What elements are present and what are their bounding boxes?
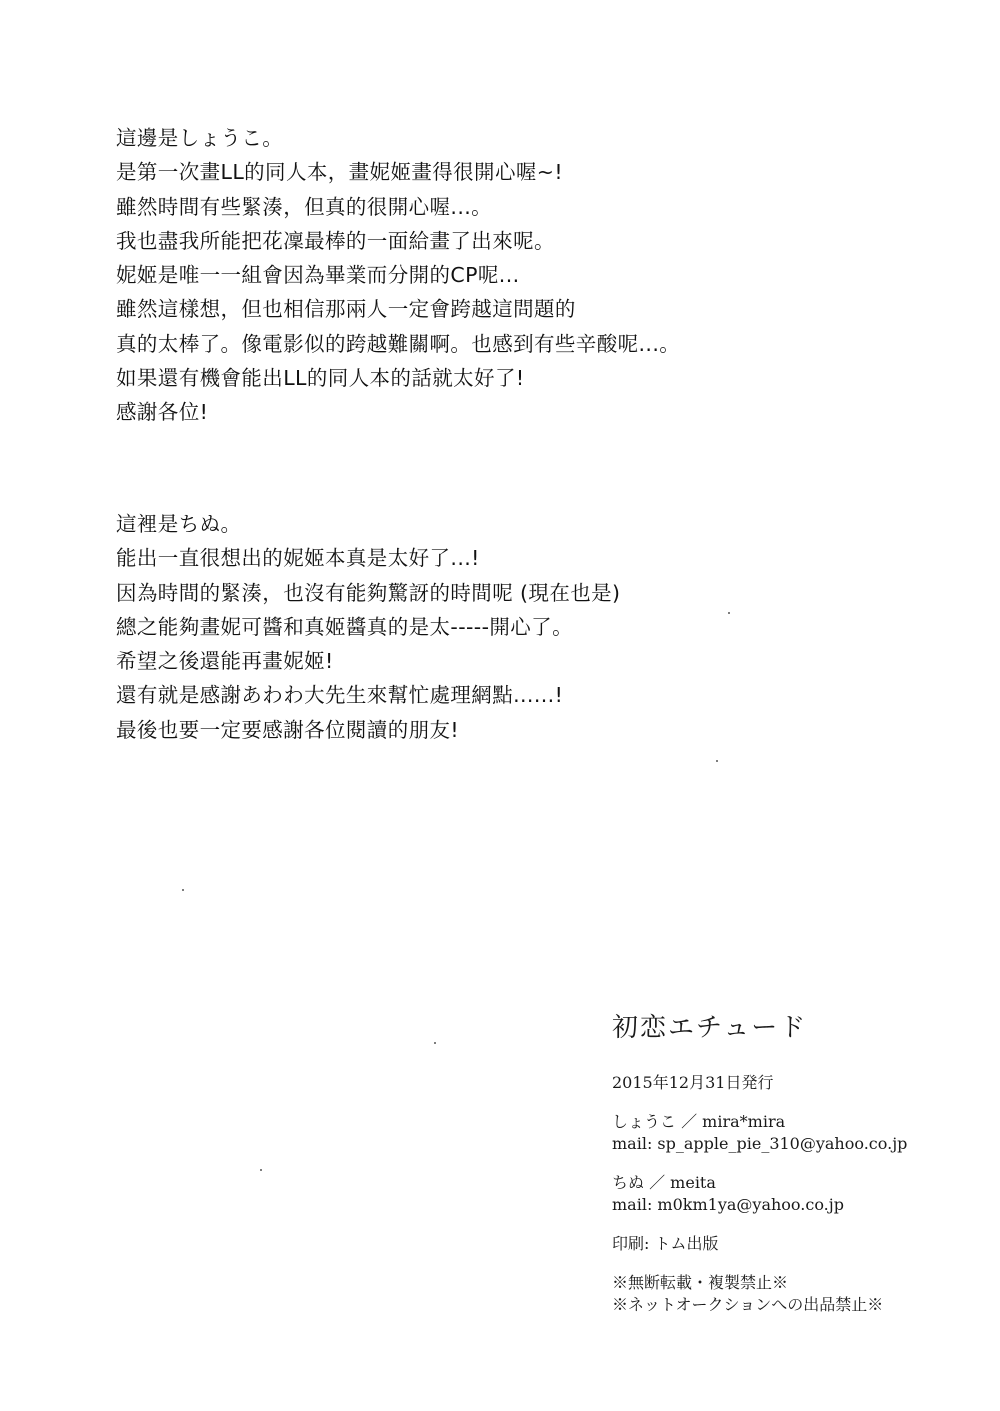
text-line: 如果還有機會能出LL的同人本的話就太好了! [116,366,525,391]
text-line: 能出一直很想出的妮姬本真是太好了...! [116,546,480,571]
text-line: 雖然時間有些緊湊，但真的很開心喔...。 [116,194,493,219]
scan-speck [728,612,730,614]
author-shouko-mail: mail: sp_apple_pie_310@yahoo.co.jp [612,1134,908,1153]
text-line: 希望之後還能再畫妮姬! [116,649,334,674]
author-chinu-mail: mail: m0km1ya@yahoo.co.jp [612,1195,844,1214]
afterword-shouko [116,121,756,430]
text-line: 我也盡我所能把花凜最棒的一面給畫了出來呢。 [116,228,555,253]
text-line: 還有就是感謝あわわ大先生來幫忙處理網點......! [116,683,564,708]
text-line: 真的太棒了。像電影似的跨越難關啊。也感到有些辛酸呢...。 [116,331,681,356]
publication-date: 2015年12月31日発行 [612,1073,774,1092]
scan-speck [716,760,718,762]
auction-notice: ※ネットオークションへの出品禁止※ [612,1295,884,1314]
scan-speck [182,889,184,891]
author-shouko: しょうこ ／ mira*mira [612,1112,786,1131]
text-line: 雖然這樣想，但也相信那兩人一定會跨越這問題的 [116,297,576,322]
scan-speck [434,1042,436,1044]
author-chinu: ちぬ ／ meita [612,1173,716,1192]
text-line: 這邊是しょうこ。 [116,126,284,150]
text-line: 這裡是ちぬ。 [116,512,242,536]
copyright-notice: ※無断転載・複製禁止※ [612,1273,789,1292]
text-line: 是第一次畫LL的同人本，畫妮姬畫得很開心喔~! [116,160,563,185]
afterword-chinu [116,507,756,747]
colophon [612,1010,972,1316]
text-line: 最後也要一定要感謝各位閱讀的朋友! [116,717,460,742]
text-line: 總之能夠畫妮可醬和真姬醬真的是太-----開心了。 [116,614,573,639]
scan-speck [260,1169,262,1171]
text-line: 妮姬是唯一一組會因為畢業而分開的CP呢... [116,263,520,288]
text-line: 感謝各位! [116,400,209,425]
text-line: 因為時間的緊湊，也沒有能夠驚訝的時間呢 (現在也是) [116,580,621,605]
book-title: 初恋エチュード [612,1013,808,1043]
printer: 印刷: トム出版 [612,1234,719,1253]
